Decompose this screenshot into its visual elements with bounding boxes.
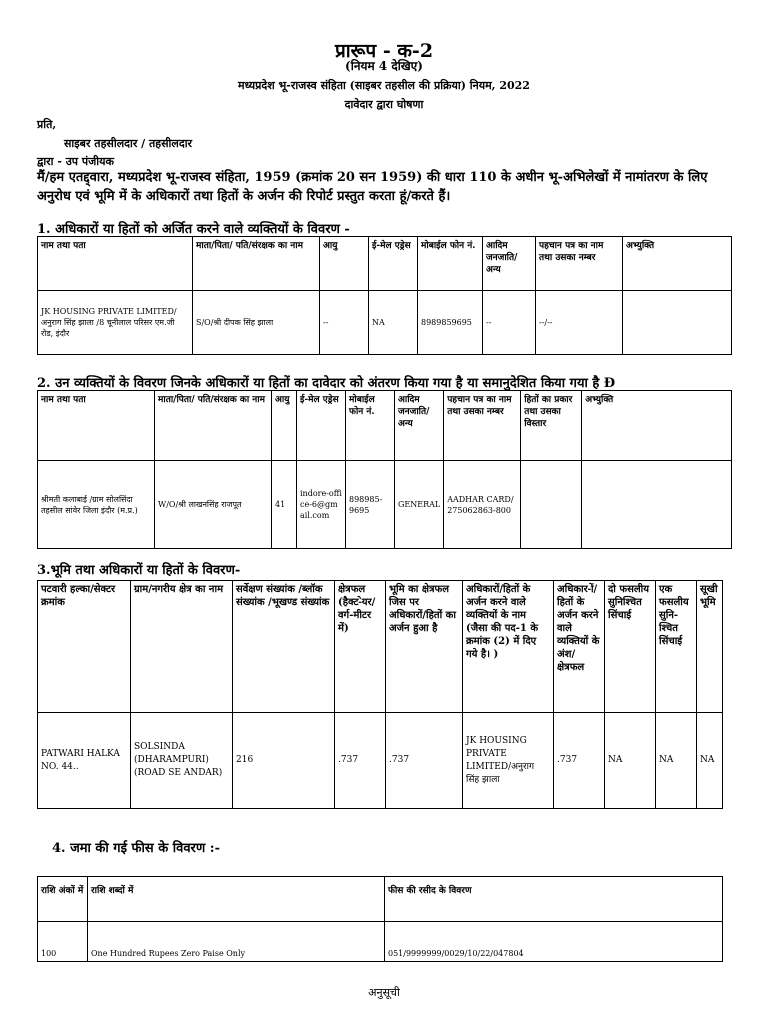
land-details-table: [37, 580, 723, 809]
header-cell: नाम तथा पता: [38, 237, 193, 291]
cell: [582, 461, 732, 549]
cell: 216: [233, 713, 335, 809]
cell: AADHAR CARD/275062863-800: [444, 461, 521, 549]
cell: 41: [272, 461, 297, 549]
declaration-body: मैं/हम एतद्द्वारा, मध्यप्रदेश भू-राजस्व संहिता, 1959 (क्रमांक 20 सन 1959) की धारा 110 के अधीन भू-अभिलेखों में नामांतरण के लिए अनुरोध एवं भूमि में के अधिकारों तथा हितों के अर्जन की रिपोर्ट प्रस्तुत करता हूं/करते हैं।: [37, 170, 708, 204]
table-row: [38, 461, 732, 549]
cell: NA: [656, 713, 697, 809]
header-cell: आदिम जनजाति/ अन्य: [483, 237, 536, 291]
cell: One Hundred Rupees Zero Paise Only: [88, 922, 385, 962]
address-via: द्वारा - उप पंजीयक: [37, 155, 114, 168]
form-subtitle: (नियम 4 देखिए): [345, 59, 423, 73]
footer-schedule: अनुसूची: [368, 986, 400, 999]
header-cell: माता/पिता/ पति/संरक्षक का नाम: [193, 237, 320, 291]
header-cell: मोबाईल फोन नं.: [418, 237, 483, 291]
cell: श्रीमती कलाबाई /ग्राम सोलसिंदा तहसील सांवेर जिला इंदौर (म.प्र.): [38, 461, 155, 549]
header-cell: आयु: [320, 237, 369, 291]
cell: JK HOUSING PRIVATE LIMITED/अनुराग सिंह झाला /8 चूनीलाल परिसर एम.जी रोड, इंदौर: [38, 291, 193, 355]
section2-heading: 2. उन व्यक्तियों के विवरण जिनके अधिकारों या हितों का दावेदार को अंतरण किया गया है या समानुदेशित किया गया है Ð: [37, 376, 616, 391]
cell: .737: [554, 713, 605, 809]
header-cell: अभ्युक्ति: [582, 391, 732, 461]
table-header-row: [38, 877, 723, 922]
table-header-row: [38, 237, 732, 291]
addressee: साइबर तहसीलदार / तहसीलदार: [64, 137, 193, 150]
header-cell: आयु: [272, 391, 297, 461]
cell: NA: [369, 291, 418, 355]
acquirers-table: [37, 236, 732, 355]
header-cell: ई-मेल एड्रेस: [369, 237, 418, 291]
header-cell: मोबाईल फोन नं.: [346, 391, 395, 461]
table-row: [38, 713, 723, 809]
cell: indore-office-6@gmail.com: [297, 461, 346, 549]
section1-heading: 1. अधिकारों या हितों को अर्जित करने वाले व्यक्तियों के विवरण -: [37, 222, 350, 237]
header-cell: अभ्युक्ति: [623, 237, 732, 291]
cell: --: [483, 291, 536, 355]
header-cell: अधिकारों/हितों के अर्जन करने वाले व्यक्तियों के नाम (जैसा की पद-1 के क्रमांक (2) में दिए गये है। ): [463, 581, 554, 713]
header-cell: क्षेत्रफल (हैक्ट-ेयर/वर्ग-मीटर में): [335, 581, 386, 713]
cell: 8989859695: [418, 291, 483, 355]
header-cell: पहचान पत्र का नाम तथा उसका नम्बर: [536, 237, 623, 291]
header-cell: पटवारी हल्का/सेक्टर क्रमांक: [38, 581, 131, 713]
cell: W/O/श्री लाखनसिंह राजपूत: [155, 461, 272, 549]
cell: JK HOUSING PRIVATE LIMITED/अनुराग सिंह झाला: [463, 713, 554, 809]
fee-details-table: [37, 876, 723, 962]
section4-heading: 4. जमा की गई फीस के विवरण :-: [52, 841, 220, 856]
header-cell: पहचान पत्र का नाम तथा उसका नम्बर: [444, 391, 521, 461]
header-cell: भूमि का क्षेत्रफल जिस पर अधिकारों/हितों का अर्जन हुआ है: [386, 581, 463, 713]
cell: --/--: [536, 291, 623, 355]
cell: --: [320, 291, 369, 355]
header-cell: राशि शब्दों में: [88, 877, 385, 922]
header-cell: एक फसलीय सुनि-श्चित सिंचाई: [656, 581, 697, 713]
header-cell: सर्वेक्षण संख्यांक /ब्लॉक संख्यांक /भूखण्ड संख्यांक: [233, 581, 335, 713]
cell: NA: [605, 713, 656, 809]
cell: PATWARI HALKA NO. 44..: [38, 713, 131, 809]
header-cell: दो फसलीय सुनिश्चित सिंचाई: [605, 581, 656, 713]
rule-reference: मध्यप्रदेश भू-राजस्व संहिता (साइबर तहसील की प्रक्रिया) नियम, 2022: [238, 79, 530, 92]
cell: .737: [386, 713, 463, 809]
header-cell: फीस की रसीद के विवरण: [385, 877, 723, 922]
header-cell: नाम तथा पता: [38, 391, 155, 461]
cell: 100: [38, 922, 88, 962]
cell: NA: [697, 713, 723, 809]
transferors-table: [37, 390, 732, 549]
form-title: प्रारूप - क-2: [334, 40, 434, 62]
table-header-row: [38, 391, 732, 461]
table-header-row: [38, 581, 723, 713]
address-to: प्रति,: [37, 118, 57, 131]
cell: [521, 461, 582, 549]
declaration-heading: दावेदार द्वारा घोषणा: [344, 98, 424, 111]
header-cell: सूखी भूमि: [697, 581, 723, 713]
header-cell: आदिम जनजाति/ अन्य: [395, 391, 444, 461]
cell: 051/9999999/0029/10/22/047804: [385, 922, 723, 962]
table-row: [38, 291, 732, 355]
header-cell: अधिकार-ों/हितों के अर्जन करने वाले व्यक्तियों के अंश/क्षेत्रफल: [554, 581, 605, 713]
header-cell: माता/पिता/ पति/संरक्षक का नाम: [155, 391, 272, 461]
header-cell: ई-मेल एड्रेस: [297, 391, 346, 461]
cell: .737: [335, 713, 386, 809]
cell: S/O/श्री दीपक सिंह झाला: [193, 291, 320, 355]
cell: SOLSINDA (DHARAMPURI) (ROAD SE ANDAR): [131, 713, 233, 809]
header-cell: राशि अंकों में: [38, 877, 88, 922]
cell: 898985-9695: [346, 461, 395, 549]
cell: [623, 291, 732, 355]
section3-heading: 3.भूमि तथा अधिकारों या हितों के विवरण-: [37, 563, 241, 578]
table-row: [38, 922, 723, 962]
cell: GENERAL: [395, 461, 444, 549]
header-cell: ग्राम/नगरीय क्षेत्र का नाम: [131, 581, 233, 713]
header-cell: हितों का प्रकार तथा उसका विस्तार: [521, 391, 582, 461]
